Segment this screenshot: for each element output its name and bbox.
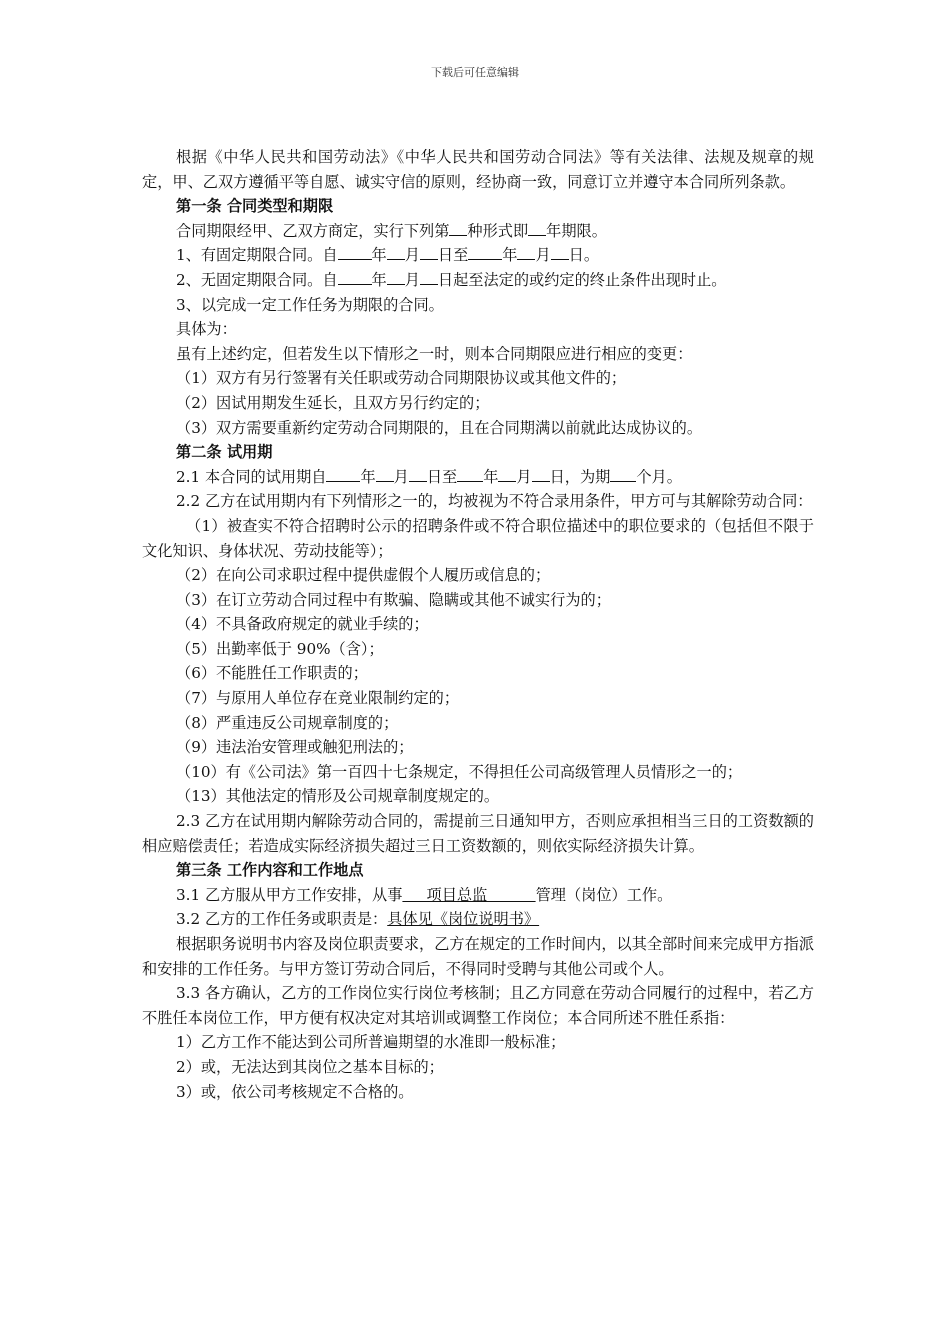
probation-item-9: （9）违法治安管理或触犯刑法的；: [176, 738, 414, 757]
article-1-term-line: 合同期限经甲、乙双方商定，实行下列第 种形式即 年期限。: [176, 221, 607, 240]
position-field: 项目总监: [402, 885, 536, 904]
probation-item-10: （10）有《公司法》第一百四十七条规定，不得担任公司高级管理人员情形之一的；: [176, 762, 743, 781]
section-3-3: 3.3 各方确认，乙方的工作岗位实行岗位考核制；且乙方同意在劳动合同履行的过程中，若乙方不胜任本岗位工作，甲方便有权决定对其培训或调整工作岗位；本合同所述不胜任系指：: [142, 984, 814, 1027]
probation-item-5: （5）出勤率低于 90%（含）；: [176, 639, 384, 658]
article-1-change-clause: 虽有上述约定，但若发生以下情形之一时，则本合同期限应进行相应的变更：: [176, 344, 693, 363]
article-1-fixed-term: 1、有固定期限合同。自 年 月 日至 年 月 日。: [176, 246, 600, 265]
section-2-3: 2.3 乙方在试用期内解除劳动合同的，需提前三日通知甲方，否则应承担相当三日的工资数额的相应赔偿责任；若造成实际经济损失超过三日工资数额的，则依实际经济损失计算。: [142, 812, 814, 855]
intro-paragraph: 根据《中华人民共和国劳动法》《中华人民共和国劳动合同法》等有关法律、法规及规章的规定，甲、乙双方遵循平等自愿、诚实守信的原则，经协商一致，同意订立并遵守本合同所列条款。: [142, 148, 814, 191]
page-header: 下载后可任意编辑: [431, 66, 519, 79]
incompetence-item-1: 1）乙方工作不能达到公司所普遍期望的水准即一般标准；: [176, 1033, 566, 1052]
article-1-specific: 具体为：: [176, 320, 237, 339]
article-1-title: 第一条 合同类型和期限: [176, 197, 334, 216]
contract-body: [142, 145, 814, 1104]
probation-item-4: （4）不具备政府规定的就业手续的；: [176, 615, 429, 634]
article-1-open-term: 2、无固定期限合同。自 年 月 日起至法定的或约定的终止条件出现时止。: [176, 270, 727, 289]
article-2-title: 第二条 试用期: [176, 443, 273, 462]
probation-item-7: （7）与原用人单位存在竞业限制约定的；: [176, 689, 460, 708]
incompetence-item-2: 2）或，无法达到其岗位之基本目标的；: [176, 1057, 444, 1076]
incompetence-item-3: 3）或，依公司考核规定不合格的。: [176, 1082, 414, 1101]
duty-field: 具体见《岗位说明书》: [387, 910, 540, 929]
section-2-1: 2.1 本合同的试用期自 年 月 日至 年 月 日，为期 个月。: [176, 467, 682, 486]
section-2-2: 2.2 乙方在试用期内有下列情形之一的，均被视为不符合录用条件，甲方可与其解除劳动合同：: [176, 492, 813, 511]
probation-item-13: （13）其他法定的情形及公司规章制度规定的。: [176, 787, 500, 806]
probation-item-1: （1）被查实不符合招聘时公示的招聘条件或不符合职位描述中的职位要求的（包括但不限于文化知识、身体状况、劳动技能等）；: [142, 516, 814, 560]
section-3-1: 3.1 乙方服从甲方工作安排，从事 项目总监 管理（岗位）工作。: [176, 885, 673, 904]
article-1-task-term: 3、以完成一定工作任务为期限的合同。: [176, 295, 444, 314]
probation-item-8: （8）严重违反公司规章制度的；: [176, 713, 399, 732]
section-3-2-detail: 根据职务说明书内容及岗位职责要求，乙方在规定的工作时间内，以其全部时间来完成甲方指派和安排的工作任务。与甲方签订劳动合同后，不得同时受聘与其他公司或个人。: [142, 935, 814, 978]
probation-item-6: （6）不能胜任工作职责的；: [176, 664, 368, 683]
probation-item-2: （2）在向公司求职过程中提供虚假个人履历或信息的；: [176, 566, 551, 585]
article-1-item-3: （3）双方需要重新约定劳动合同期限的，且在合同期满以前就此达成协议的。: [176, 418, 703, 437]
article-3-title: 第三条 工作内容和工作地点: [176, 861, 364, 880]
article-1-item-1: （1）双方有另行签署有关任职或劳动合同期限协议或其他文件的；: [176, 369, 627, 388]
article-1-item-2: （2）因试用期发生延长，且双方另行约定的；: [176, 393, 490, 412]
probation-item-3: （3）在订立劳动合同过程中有欺骗、隐瞒或其他不诚实行为的；: [176, 590, 611, 609]
section-3-2: 3.2 乙方的工作任务或职责是：具体见《岗位说明书》: [176, 910, 540, 929]
